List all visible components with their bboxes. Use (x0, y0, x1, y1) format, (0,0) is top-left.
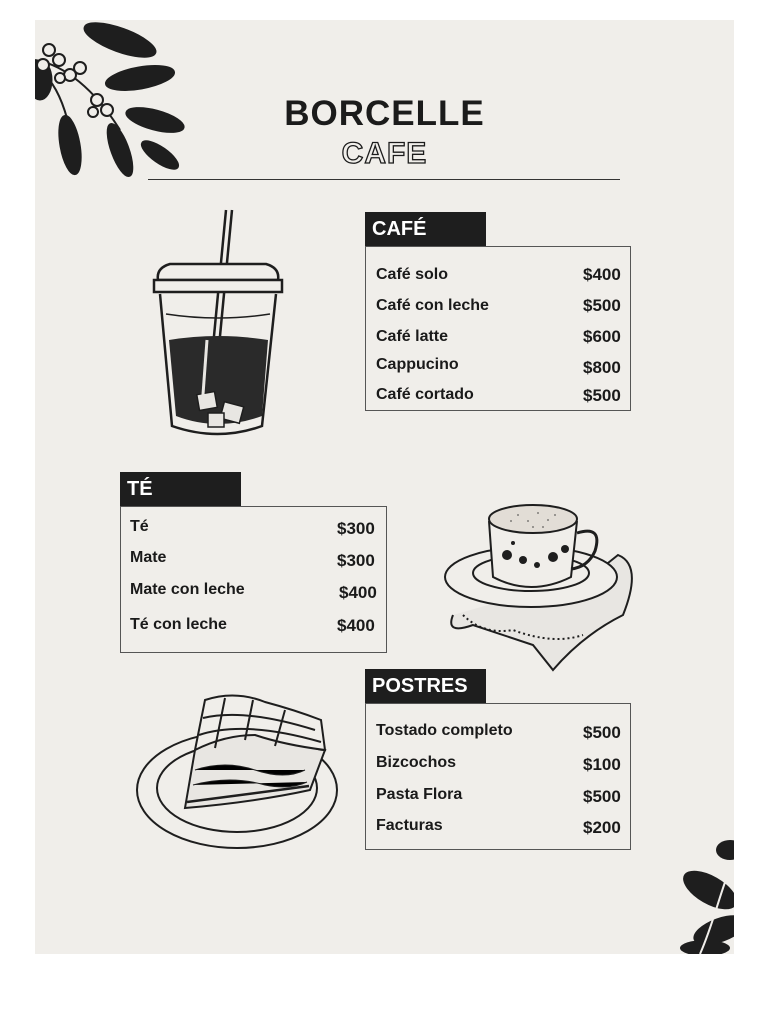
price-mate-con-leche: $400 (339, 583, 377, 602)
section-title-cafe: CAFÉ (365, 212, 486, 246)
price-tostado-completo: $500 (583, 723, 621, 742)
menu-item-facturas: Facturas (376, 817, 443, 834)
menu-item-cafe-con-leche: Café con leche (376, 297, 489, 314)
menu-item-mate-con-leche: Mate con leche (130, 581, 245, 598)
menu-item-tostado-completo: Tostado completo (376, 722, 513, 739)
menu-item-cafe-latte: Café latte (376, 328, 449, 345)
menu-item-mate: Mate (130, 549, 167, 566)
price-mate: $300 (337, 551, 375, 570)
price-facturas: $200 (583, 818, 621, 837)
menu-page (35, 20, 734, 954)
price-cappucino: $800 (583, 358, 621, 377)
menu-item-cafe-solo: Café solo (376, 266, 449, 283)
tea-cup-icon (443, 485, 643, 675)
menu-box-postres (365, 703, 631, 850)
price-cafe-con-leche: $500 (583, 296, 621, 315)
menu-box-te (120, 506, 387, 653)
brand-subtitle: CAFE (341, 137, 428, 170)
price-cafe-cortado: $500 (583, 386, 621, 405)
price-bizcochos: $100 (583, 755, 621, 774)
pie-slice-icon (135, 690, 343, 852)
leaves-decoration-icon (670, 830, 734, 954)
price-cafe-latte: $600 (583, 327, 621, 346)
section-title-te: TÉ (120, 472, 241, 506)
section-title-postres: POSTRES (365, 669, 486, 703)
price-cafe-solo: $400 (583, 265, 621, 284)
price-te-con-leche: $400 (337, 616, 375, 635)
menu-item-cafe-cortado: Café cortado (376, 386, 474, 403)
menu-item-te: Té (130, 518, 149, 535)
menu-item-bizcochos: Bizcochos (376, 754, 457, 771)
menu-item-te-con-leche: Té con leche (130, 616, 227, 633)
brand-name: BORCELLE (284, 94, 485, 133)
menu-item-cappucino: Cappucino (376, 356, 459, 373)
price-pasta-flora: $500 (583, 787, 621, 806)
iced-coffee-icon (150, 208, 290, 440)
menu-item-pasta-flora: Pasta Flora (376, 786, 463, 803)
title-divider (148, 179, 620, 180)
price-te: $300 (337, 519, 375, 538)
menu-box-cafe (365, 246, 631, 411)
